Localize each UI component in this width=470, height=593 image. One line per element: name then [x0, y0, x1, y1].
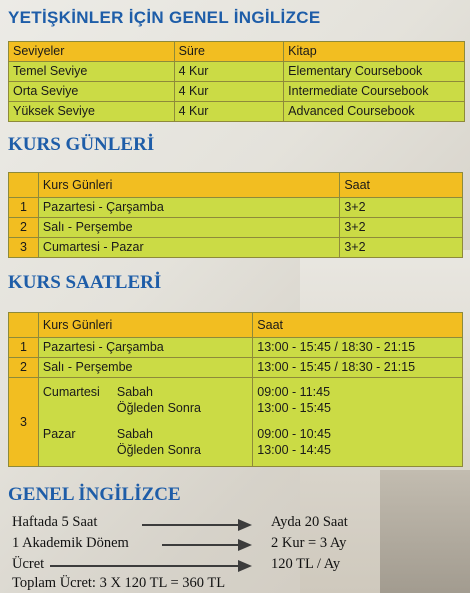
- info-left-weekly-hours: Haftada 5 Saat: [12, 514, 98, 530]
- column-header-book: Kitap: [284, 42, 465, 62]
- weekend-day-saturday: Cumartesi: [42, 385, 100, 399]
- table-row: [9, 338, 463, 358]
- arrow-right-icon: [142, 518, 252, 532]
- table-row: [9, 218, 463, 238]
- info-right-term-length: 2 Kur = 3 Ay: [271, 535, 347, 551]
- session-label: Öğleden Sonra: [116, 443, 201, 457]
- info-total-fee: Toplam Ücret: 3 X 120 TL = 360 TL: [12, 575, 226, 591]
- course-hours: 3+2: [340, 238, 463, 258]
- session-time: 13:00 - 14:45: [257, 443, 331, 457]
- section-title-general-english: GENEL İNGİLİZCE: [8, 484, 181, 505]
- table-row: [9, 62, 465, 82]
- section-title-adults: YETİŞKİNLER İÇİN GENEL İNGİLİZCE: [8, 8, 321, 27]
- column-header-levels: Seviyeler: [9, 42, 175, 62]
- info-left-fee: Ücret: [12, 556, 45, 572]
- weekend-hours-cell: [253, 378, 463, 467]
- arrow-right-icon: [162, 538, 252, 552]
- table-header-row: [9, 313, 463, 338]
- level-book: Intermediate Coursebook: [284, 82, 465, 102]
- section-title-course-days: KURS GÜNLERİ: [8, 134, 155, 155]
- course-day: Cumartesi - Pazar: [38, 238, 339, 258]
- info-right-monthly-hours: Ayda 20 Saat: [271, 514, 348, 530]
- weekend-days-cell: [38, 378, 252, 467]
- course-hours: 13:00 - 15:45 / 18:30 - 21:15: [253, 358, 463, 378]
- course-day: Pazartesi - Çarşamba: [38, 338, 252, 358]
- info-left-academic-term: 1 Akademik Dönem: [12, 535, 129, 551]
- session-time: 09:00 - 10:45: [257, 427, 331, 441]
- column-header-hours: Saat: [253, 313, 463, 338]
- course-hours: 3+2: [340, 218, 463, 238]
- table-row: [9, 238, 463, 258]
- background-shadow: [380, 470, 470, 593]
- table-header-row: [9, 173, 463, 198]
- level-name: Temel Seviye: [9, 62, 175, 82]
- table-row: [9, 198, 463, 218]
- level-duration: 4 Kur: [174, 62, 284, 82]
- row-number: 3: [9, 238, 39, 258]
- session-time: 09:00 - 11:45: [257, 385, 331, 399]
- column-header-number: [9, 173, 39, 198]
- table-row: [9, 358, 463, 378]
- session-time: 13:00 - 15:45: [257, 401, 331, 415]
- info-right-monthly-fee: 120 TL / Ay: [271, 556, 341, 572]
- column-header-number: [9, 313, 39, 338]
- table-row: [9, 82, 465, 102]
- course-hours-table: [8, 312, 463, 467]
- level-duration: 4 Kur: [174, 82, 284, 102]
- row-number: 3: [9, 378, 39, 467]
- course-hours: 3+2: [340, 198, 463, 218]
- level-duration: 4 Kur: [174, 102, 284, 122]
- session-label: Öğleden Sonra: [116, 401, 201, 415]
- arrow-right-icon: [50, 559, 252, 573]
- weekend-day-sunday: Pazar: [42, 427, 76, 441]
- course-day: Pazartesi - Çarşamba: [38, 198, 339, 218]
- row-number: 1: [9, 338, 39, 358]
- row-number: 2: [9, 218, 39, 238]
- row-number: 2: [9, 358, 39, 378]
- table-row-weekend: [9, 378, 463, 467]
- level-name: Orta Seviye: [9, 82, 175, 102]
- session-label: Sabah: [116, 385, 154, 399]
- column-header-duration: Süre: [174, 42, 284, 62]
- table-header-row: [9, 42, 465, 62]
- session-label: Sabah: [116, 427, 154, 441]
- course-days-table: [8, 172, 463, 258]
- table-row: [9, 102, 465, 122]
- column-header-course-days: Kurs Günleri: [38, 313, 252, 338]
- course-day: Salı - Perşembe: [38, 358, 252, 378]
- column-header-course-days: Kurs Günleri: [38, 173, 339, 198]
- course-hours: 13:00 - 15:45 / 18:30 - 21:15: [253, 338, 463, 358]
- course-day: Salı - Perşembe: [38, 218, 339, 238]
- level-name: Yüksek Seviye: [9, 102, 175, 122]
- level-book: Elementary Coursebook: [284, 62, 465, 82]
- section-title-course-hours: KURS SAATLERİ: [8, 272, 162, 293]
- column-header-hours: Saat: [340, 173, 463, 198]
- level-book: Advanced Coursebook: [284, 102, 465, 122]
- levels-table: [8, 41, 465, 122]
- row-number: 1: [9, 198, 39, 218]
